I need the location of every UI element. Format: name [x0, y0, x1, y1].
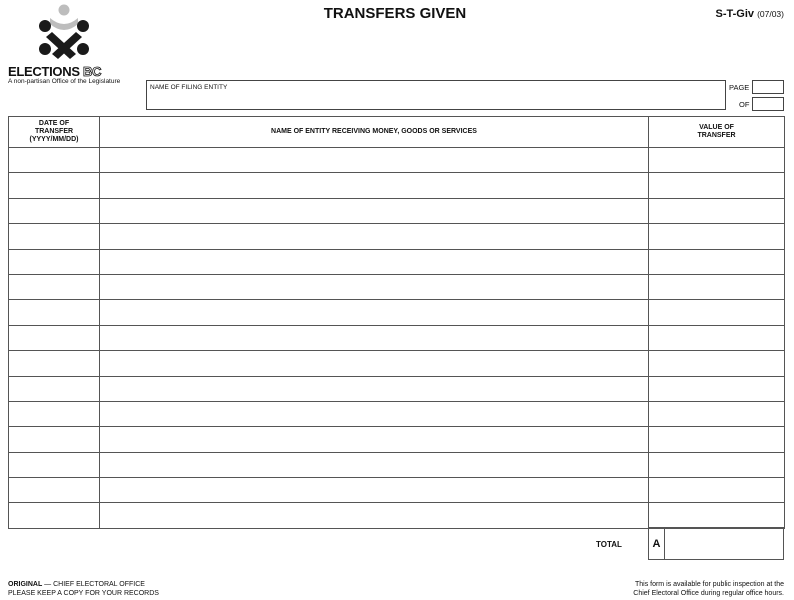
name-cell[interactable] [100, 173, 649, 198]
name-cell[interactable] [100, 325, 649, 350]
value-column-header: VALUE OF TRANSFER [649, 117, 785, 148]
table-row [9, 173, 785, 198]
total-value-field[interactable] [664, 527, 784, 560]
form-code: S-T-Giv (07/03) [715, 8, 784, 20]
table-row [9, 274, 785, 299]
value-cell[interactable] [649, 173, 785, 198]
table-header-row [9, 117, 785, 148]
table-row [9, 351, 785, 376]
table-row [9, 478, 785, 503]
name-cell[interactable] [100, 401, 649, 426]
table-row [9, 376, 785, 401]
filing-entity-field[interactable] [146, 80, 726, 110]
of-label: OF [739, 100, 750, 109]
value-cell[interactable] [649, 274, 785, 299]
value-cell[interactable] [649, 249, 785, 274]
date-cell[interactable] [9, 274, 100, 299]
footer-inspection-note: This form is available for public inspection at the Chief Electoral Office during regular office hours. [633, 581, 784, 597]
table-row [9, 427, 785, 452]
value-cell[interactable] [649, 148, 785, 173]
table-row [9, 401, 785, 426]
table-row [9, 452, 785, 477]
name-column-header: NAME OF ENTITY RECEIVING MONEY, GOODS OR SERVICES [100, 117, 649, 148]
value-cell[interactable] [649, 478, 785, 503]
name-cell[interactable] [100, 224, 649, 249]
name-cell[interactable] [100, 274, 649, 299]
value-cell[interactable] [649, 427, 785, 452]
table-row [9, 148, 785, 173]
date-cell[interactable] [9, 478, 100, 503]
date-cell[interactable] [9, 325, 100, 350]
page-title: TRANSFERS GIVEN [323, 5, 467, 22]
elections-bc-emblem-icon [32, 4, 96, 62]
value-cell[interactable] [649, 224, 785, 249]
date-cell[interactable] [9, 401, 100, 426]
date-cell[interactable] [9, 148, 100, 173]
date-cell[interactable] [9, 198, 100, 223]
value-cell[interactable] [649, 401, 785, 426]
table-row [9, 224, 785, 249]
table-row [9, 325, 785, 350]
total-marker: A [648, 527, 665, 560]
name-cell[interactable] [100, 478, 649, 503]
date-cell[interactable] [9, 376, 100, 401]
table-row [9, 503, 785, 528]
value-cell[interactable] [649, 300, 785, 325]
date-column-header: DATE OF TRANSFER (YYYY/MM/DD) [9, 117, 100, 148]
date-cell[interactable] [9, 173, 100, 198]
date-cell[interactable] [9, 249, 100, 274]
page-number-field[interactable] [752, 80, 784, 94]
value-cell[interactable] [649, 376, 785, 401]
date-cell[interactable] [9, 427, 100, 452]
date-cell[interactable] [9, 452, 100, 477]
date-cell[interactable] [9, 503, 100, 528]
value-cell[interactable] [649, 503, 785, 528]
logo-tagline: A non-partisan Office of the Legislature [8, 78, 121, 85]
date-cell[interactable] [9, 224, 100, 249]
page-total-field[interactable] [752, 97, 784, 111]
name-cell[interactable] [100, 249, 649, 274]
name-cell[interactable] [100, 300, 649, 325]
value-cell[interactable] [649, 198, 785, 223]
table-row [9, 198, 785, 223]
name-cell[interactable] [100, 351, 649, 376]
value-cell[interactable] [649, 325, 785, 350]
filing-entity-label: NAME OF FILING ENTITY [150, 84, 228, 91]
name-cell[interactable] [100, 198, 649, 223]
date-cell[interactable] [9, 300, 100, 325]
name-cell[interactable] [100, 376, 649, 401]
page-label: PAGE [729, 83, 750, 92]
name-cell[interactable] [100, 148, 649, 173]
transfers-table [8, 116, 785, 529]
value-cell[interactable] [649, 351, 785, 376]
date-cell[interactable] [9, 351, 100, 376]
total-label: TOTAL [596, 540, 622, 549]
elections-bc-logo [8, 4, 120, 84]
footer-distribution-note: ORIGINAL — CHIEF ELECTORAL OFFICE PLEASE KEEP A COPY FOR YOUR RECORDS [8, 581, 159, 597]
logo-wordmark: ELECTIONS BC [8, 64, 102, 79]
table-row [9, 249, 785, 274]
name-cell[interactable] [100, 452, 649, 477]
table-row [9, 300, 785, 325]
name-cell[interactable] [100, 427, 649, 452]
form-version: (07/03) [757, 9, 784, 19]
value-cell[interactable] [649, 452, 785, 477]
name-cell[interactable] [100, 503, 649, 528]
